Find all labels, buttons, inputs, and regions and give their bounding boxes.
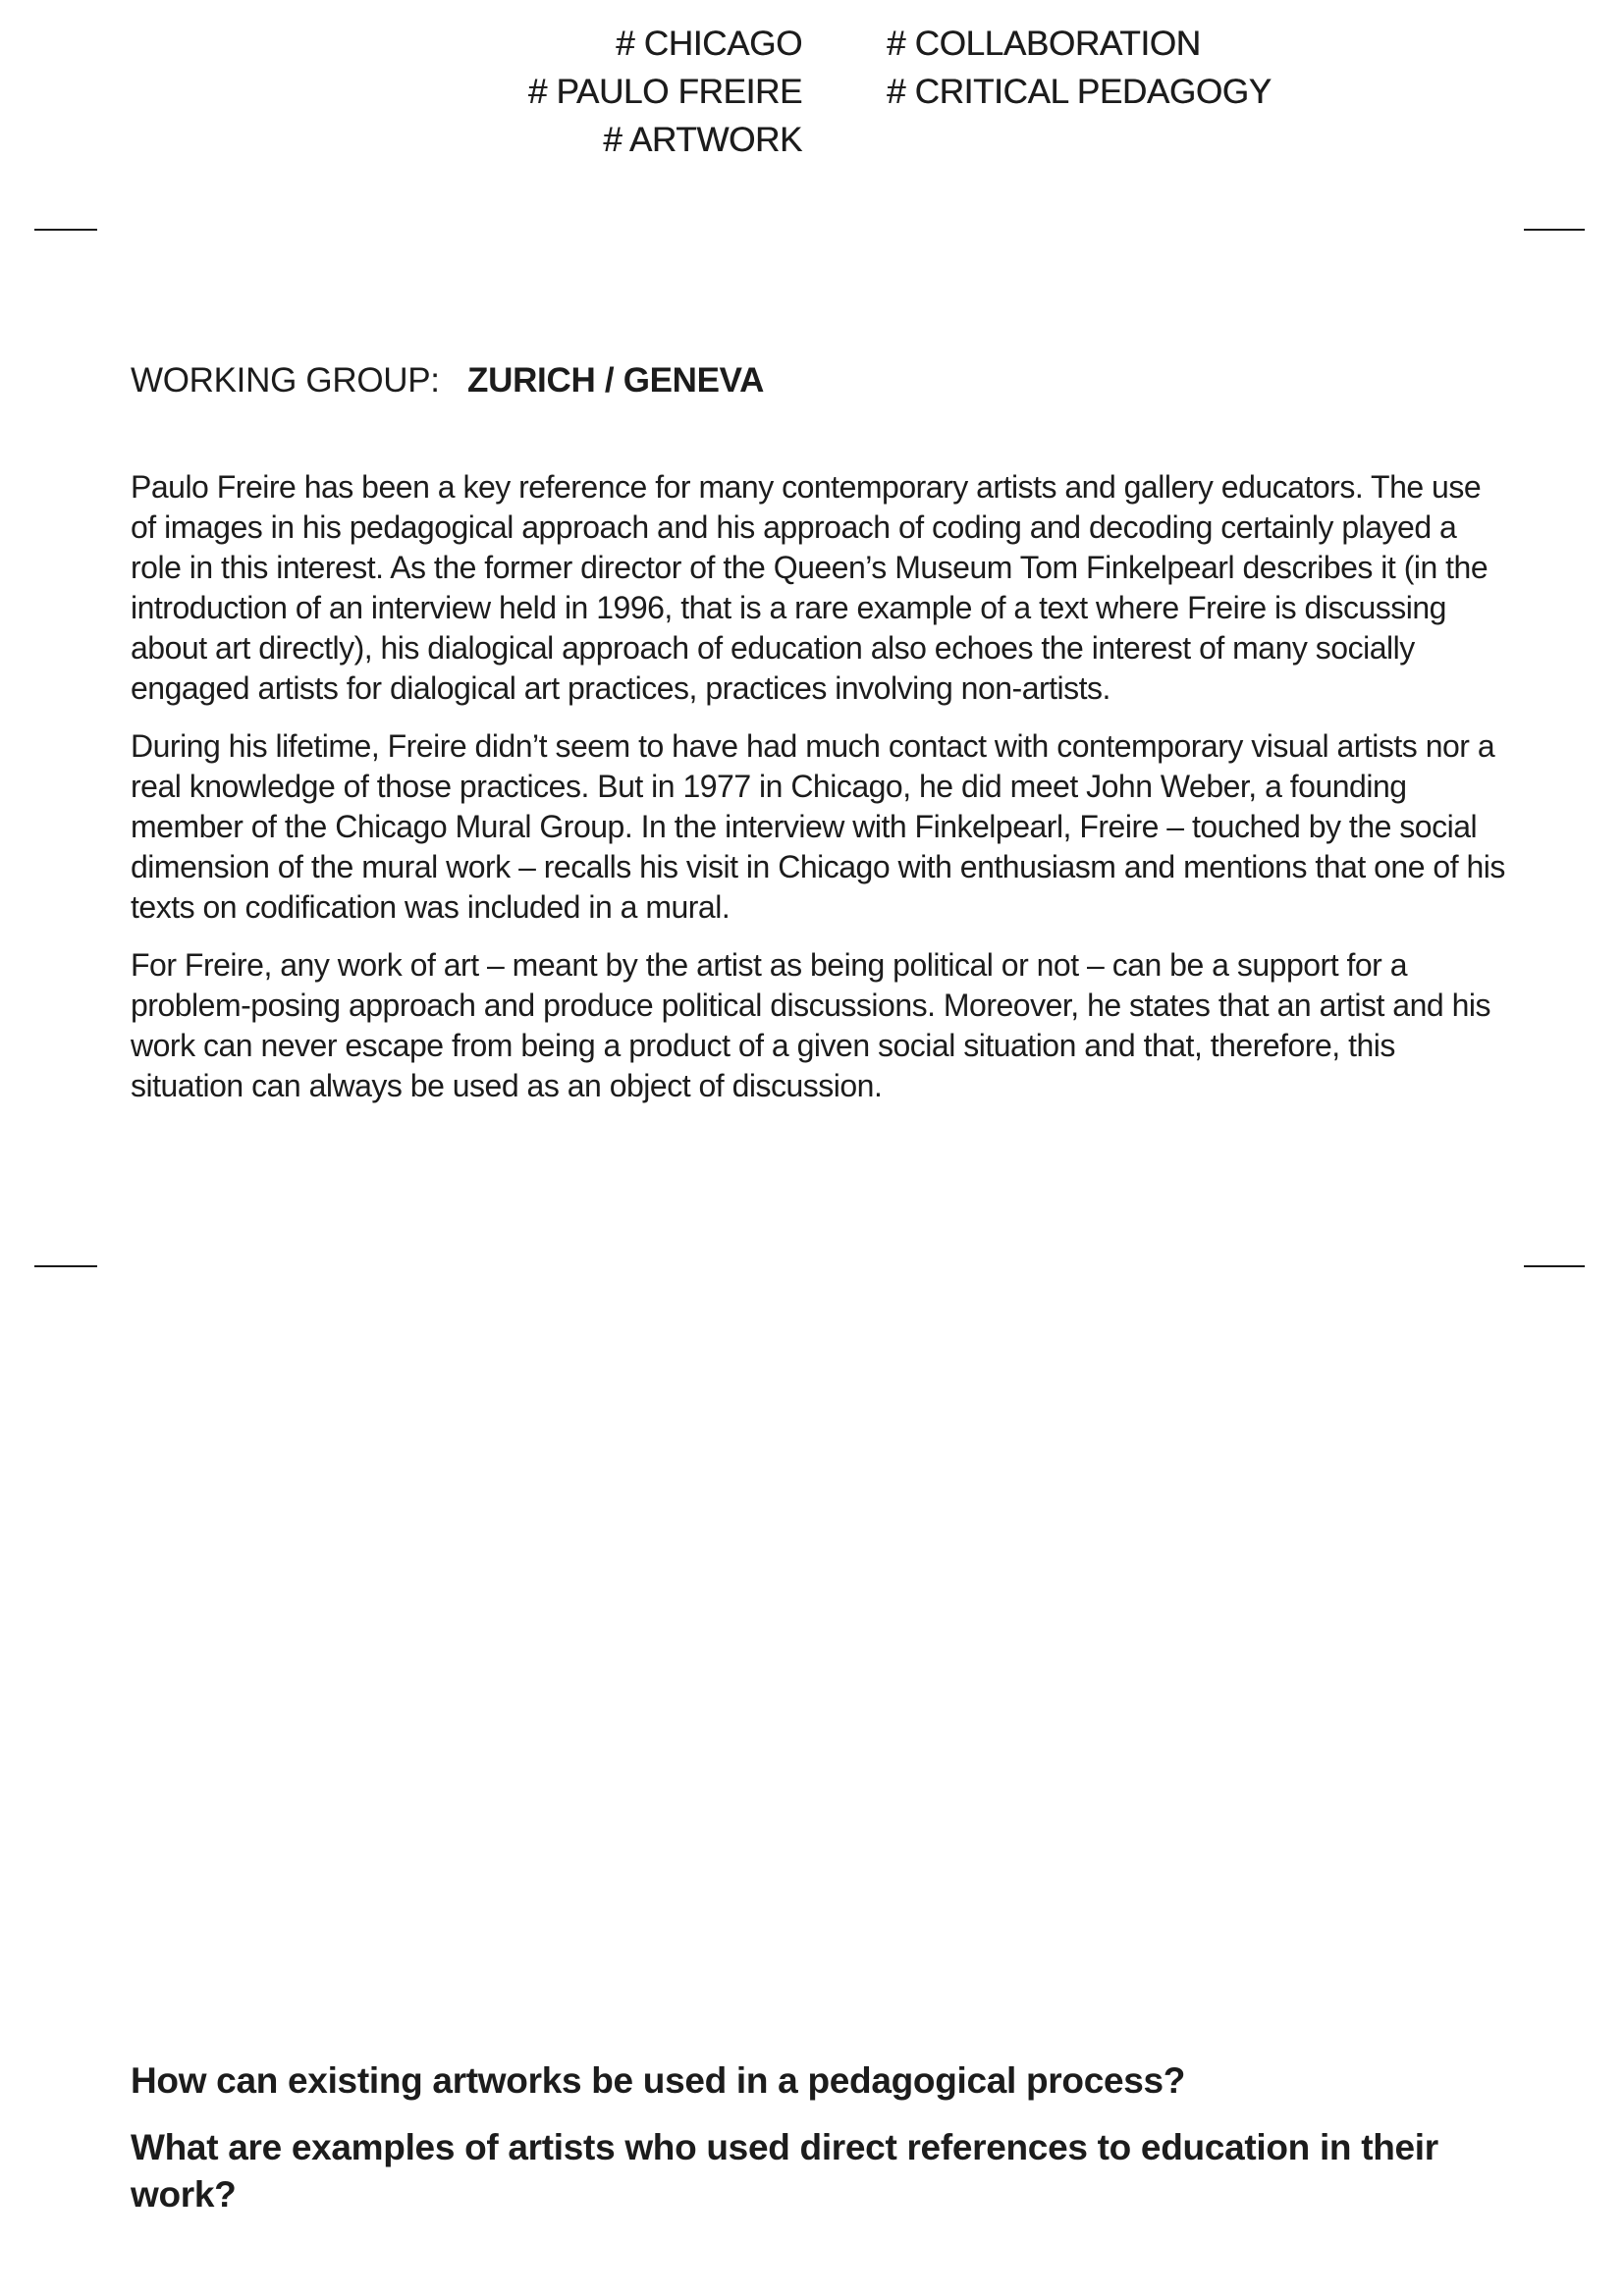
hashtag-collaboration: # COLLABORATION	[887, 25, 1201, 63]
crop-mark-top-right	[1524, 229, 1585, 231]
hashtag-artwork: # ARTWORK	[603, 121, 802, 159]
crop-mark-middle-right	[1524, 1265, 1585, 1267]
question-1: How can existing artworks be used in a pedagogical process?	[131, 2060, 1186, 2101]
hashtag-paulo-freire: # PAULO FREIRE	[527, 73, 802, 111]
working-group-heading	[131, 361, 764, 400]
hashtag-column-right	[887, 20, 1272, 116]
question-2: What are examples of artists who used direct references to education in their work?	[131, 2127, 1438, 2215]
body-paragraph-3: For Freire, any work of art – meant by the artist as being political or not – can be a support for a problem-posing approach and produce political discussions. Moreover, he states that an artist and his work can never escape from being a product of a given social situation and that, therefore, this situation can always be used as an object of discussion.	[131, 947, 1490, 1103]
working-group-label: WORKING GROUP:	[131, 361, 440, 400]
crop-mark-middle-left	[34, 1265, 97, 1267]
working-group-value: ZURICH / GENEVA	[467, 361, 765, 400]
body-paragraph-1: Paulo Freire has been a key reference for many contemporary artists and gallery educators. The use of images in his pedagogical approach and his approach of coding and decoding certainly played a role in this interest. As the former director of the Queen’s Museum Tom Finkelpearl describes it (in the introduction of an interview held in 1996, that is a rare example of a text where Freire is discussing about art directly), his dialogical approach of education also echoes the interest of many socially engaged artists for dialogical art practices, practices involving non-artists.	[131, 469, 1489, 706]
body-paragraph-2: During his lifetime, Freire didn’t seem to have had much contact with contemporary visual artists nor a real knowledge of those practices. But in 1977 in Chicago, he did meet John Weber, a founding member of the Chicago Mural Group. In the interview with Finkelpearl, Freire – touched by the social dimension of the mural work – recalls his visit in Chicago with enthusiasm and mentions that one of his texts on codification was included in a mural.	[131, 728, 1505, 925]
hashtag-critical-pedagogy: # CRITICAL PEDAGOGY	[887, 73, 1272, 111]
body-text	[131, 467, 1510, 1124]
crop-mark-top-left	[34, 229, 97, 231]
hashtag-column-left	[0, 20, 802, 164]
questions-block	[131, 2057, 1505, 2238]
hashtag-chicago: # CHICAGO	[616, 25, 802, 63]
